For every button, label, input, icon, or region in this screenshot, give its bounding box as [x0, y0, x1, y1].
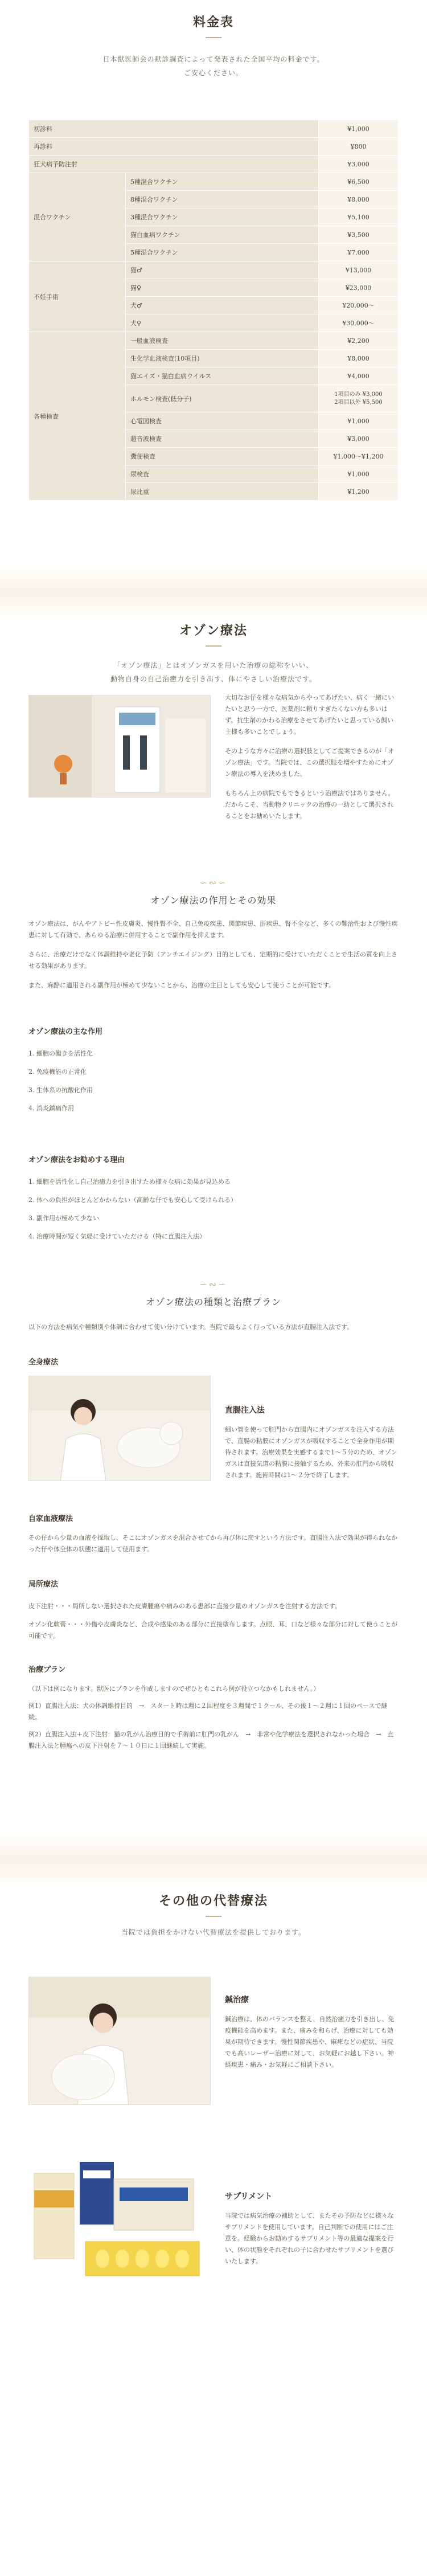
local-line: 皮下注射・・・局所しない選択された皮膚腫瘍や痛みのある患部に直接少量のオゾンガスを注射する方法です。 — [28, 1602, 342, 1610]
table-cell-category: 不妊手術 — [29, 261, 126, 332]
table-cell-item: 猫エイズ・猫白血病ウイルス — [126, 367, 319, 385]
table-cell-price: ¥7,000 — [319, 244, 399, 261]
list-item: 1. 細胞を活性化し自己治癒力を引き出すため様々な病に効果が見込める — [28, 1178, 231, 1185]
price-table — [28, 120, 399, 501]
table-cell-category: 混合ワクチン — [29, 173, 126, 261]
reasons-list — [28, 1176, 399, 1242]
table-cell-price: ¥1,000 — [319, 412, 399, 430]
supplement-text: 当院では病気治療の補助として、またその予防などに様々なサプリメントを使用しています。自己判断での使用にはご注意を。経験からお勧めするサプリメント等の最適な提案を行い、体の状態をそれぞれの子に合わせたサプリメントを選びいたします。 — [225, 2212, 394, 2265]
rectal-treatment-photo — [28, 1376, 211, 1481]
ozone-machine-icon — [29, 696, 211, 798]
ozone-lead — [0, 659, 427, 686]
table-cell-price: ¥3,500 — [319, 226, 399, 244]
blood-text: その仔から少量の血液を採取し、そこにオゾンガスを混合させてから再び体に戻すという方法です。直腸注入法で効果が得られなかった仔や体全体の状態に適用して使用ます。 — [28, 1534, 398, 1553]
list-item: 4. 消炎鎮痛作用 — [28, 1105, 74, 1112]
table-cell-price: ¥23,000 — [319, 279, 399, 297]
ozone-intro-paragraph: 大切なお仔を様々な病気からやってあげたい、病く一緒にいたいと思う一方で、医薬剤に頼りすぎたくない方も多いはず。抗生剤のかわる治療をさせてあげたいと思っている飼い主様も多いことでしょう。 — [225, 694, 394, 735]
alt-section — [0, 1880, 427, 2576]
plans-lead: 以下の方法を病気や種類別や体調に合わせて使い分けています。当院で最もよく行っている方法が直腸注入法です。 — [28, 1323, 354, 1331]
table-cell-item: 尿比重 — [126, 483, 319, 501]
table-row — [29, 261, 399, 279]
table-cell-price: ¥20,000〜 — [319, 297, 399, 314]
alt-lead: 当院では負担をかけない代替療法を提供しております。 — [121, 1928, 306, 1936]
table-cell-item: 一般血液検査 — [126, 332, 319, 350]
plan-example: 例1）直腸注入法：犬の体調維持目的 → スタート時は週に２回程度を３週間で１クール、その後１〜２週に１回のペースで継続。 — [28, 1702, 388, 1721]
list-item: 1. 細胞の働きを活性化 — [28, 1050, 93, 1057]
effects-title: オゾン療法の作用とその効果 — [150, 895, 277, 906]
local-line: オゾン化軟膏・・・外傷や皮膚炎など、合成や感染のある部分に直接塗布します。点眼、耳、口など様々な部分に対して使うことが可能です。 — [28, 1621, 398, 1639]
table-cell-price: ¥3,000 — [319, 156, 399, 173]
table-cell-price: 1項目のみ ¥3,000 2項目以外 ¥5,500 — [319, 385, 399, 412]
plans-title: オゾン療法の種類と治療プラン — [145, 1297, 281, 1307]
local-text — [28, 1601, 399, 1642]
ornament-divider: ∽∾∽ — [199, 1279, 228, 1290]
price-section — [0, 0, 427, 496]
table-cell-price: ¥1,200 — [319, 483, 399, 501]
price-lead-line-1: 日本獣医師会の献診調査によって発表された全国平均の料金です。 — [102, 55, 325, 63]
supplement-photo — [28, 2156, 211, 2287]
list-item: 3. 生体系の抗酸化作用 — [28, 1086, 93, 1094]
table-cell-price: ¥30,000〜 — [319, 314, 399, 332]
acupuncture-text: 鍼治療は、体のバランスを整え、自然治癒力を引き出し、免疫機能を高めます。また、痛みを和らげ、治療に対しても効果が期待できます。慢性関節疾患や、麻痺などの症状、当院でも高いレーザー治療に対して、お気軽にお越し下さい。神経疾患・痛み・お気軽にご相談下さい。 — [225, 2015, 395, 2068]
table-row — [29, 156, 399, 173]
table-cell-price: ¥2,200 — [319, 332, 399, 350]
table-row — [29, 138, 399, 156]
acupuncture-photo — [28, 1977, 211, 2105]
plan-example: 例2）直腸注入法＋皮下注射：猫の乳がん治療目的で手術前に肛門の乳がん → 非常や化学療法を選択されなかった場合 → 直腸注入法と腫瘍への皮下注射を７〜１０日に１回継続して実施。 — [28, 1731, 394, 1749]
blood-title: 自家血液療法 — [28, 1515, 73, 1523]
table-cell-category: 各種検査 — [29, 332, 126, 501]
table-cell-category: 狂犬病予防注射 — [29, 156, 319, 173]
table-cell-price: ¥8,000 — [319, 191, 399, 208]
list-item: 2. 免疫機能の正常化 — [28, 1068, 87, 1076]
systemic-title: 全身療法 — [28, 1358, 59, 1367]
table-cell-price: ¥1,000 — [319, 465, 399, 483]
reasons-title: オゾン療法をお勧めする理由 — [28, 1156, 125, 1164]
table-cell-item: 尿検査 — [126, 465, 319, 483]
ozone-lead-line-1: 「オゾン療法」とはオゾンガスを用いた治療の総称をいい、 — [113, 661, 314, 669]
ozone-intro — [225, 692, 399, 822]
plan-note: （以下は例になります。獣医にプランを作成しますのでぜひともこれら例が役立つなかもしれません。） — [28, 1685, 320, 1692]
rectal-text: 細い管を使って肛門から直腸内にオゾンガスを注入する方法で、直腸の粘膜にオゾンガスが吸収することで全身作用が期待されます。治療効果を実感するまで1〜５分のため、オゾンガスは直接気道の粘膜に接触するため、外来の肛門から吸収されます。施術時間は1〜２分で終了します。 — [225, 1426, 397, 1479]
supplement-title: サプリメント — [225, 2192, 273, 2201]
main-effects-list — [28, 1048, 399, 1114]
effects-text — [28, 918, 399, 991]
table-cell-item: 超音波検査 — [126, 430, 319, 448]
table-cell-item: 5種混合ワクチン — [126, 173, 319, 191]
ozone-section — [0, 610, 427, 2034]
local-title: 局所療法 — [28, 1580, 59, 1589]
table-cell-price: ¥1,000〜¥1,200 — [319, 448, 399, 465]
table-cell-item: 心電図検査 — [126, 412, 319, 430]
table-cell-price: ¥6,500 — [319, 173, 399, 191]
list-item: 3. 副作用が極めて少ない — [28, 1215, 99, 1222]
acupuncture-icon — [29, 1977, 211, 2105]
effects-paragraph: さらに、治療だけでなく体調維持や老化予防（アンチエイジング）目的としても、定期的に受けていただくことで生活の質を向上させる効果があります。 — [28, 951, 397, 970]
table-cell-category: 再診料 — [29, 138, 319, 156]
table-cell-item: 生化学血液検査(10項目) — [126, 350, 319, 367]
list-item: 4. 治療時間が短く気軽に受けていただける（特に直腸注入法） — [28, 1233, 206, 1240]
ozone-lead-line-2: 動物自身の自己治癒力を引き出す、体にやさしい治療法です。 — [110, 675, 317, 683]
table-cell-item: 3種混合ワクチン — [126, 208, 319, 226]
treatment-room-photo — [28, 695, 211, 798]
table-cell-price: ¥4,000 — [319, 367, 399, 385]
rectal-title: 直腸注入法 — [225, 1406, 265, 1415]
list-item: 2. 体への負担がほとんどかからない（高齢な仔でも安心して受けられる） — [28, 1196, 237, 1204]
ozone-intro-paragraph: そのような方々に治療の選択肢としてご提案できるのが「オゾン療法」です。当院では、この選択肢を増やすためにオゾン療法の導入を決めました。 — [225, 747, 394, 778]
table-row — [29, 173, 399, 191]
ornament-divider: ∽∾∽ — [199, 877, 228, 888]
table-cell-item: 8種混合ワクチン — [126, 191, 319, 208]
effects-paragraph: オゾン療法は、がんやアトピー性皮膚炎、慢性腎不全、自己免疫疾患、関節疾患、肝疾患、腎不全など、多くの難治性および慢性疾患に対して有効で、あらゆる治療に併用することで副作用を抑えます。 — [28, 920, 398, 939]
table-cell-item: 5種混合ワクチン — [126, 244, 319, 261]
vet-with-dog-icon — [29, 1376, 211, 1481]
table-cell-price: ¥5,100 — [319, 208, 399, 226]
price-lead — [0, 52, 427, 80]
table-cell-item: 糞便検査 — [126, 448, 319, 465]
price-lead-line-2: ご安心ください。 — [183, 69, 243, 77]
plan-title: 治療プラン — [28, 1666, 66, 1674]
ozone-intro-paragraph: もちろん上の病院でもできるという治療法ではありません。だからこそ、当動物クリニックの治療の一助として選択されることをお勧めいたします。 — [225, 790, 395, 820]
table-cell-price: ¥8,000 — [319, 350, 399, 367]
table-cell-item: 犬♂ — [126, 297, 319, 314]
table-cell-price: ¥800 — [319, 138, 399, 156]
table-cell-item: 猫白血病ワクチン — [126, 226, 319, 244]
table-row — [29, 332, 399, 350]
table-row — [29, 120, 399, 138]
effects-paragraph: また、麻酔に適用される副作用が極めて少ないことから、治療の主目としても安心して使うことが可能です。 — [28, 982, 335, 989]
main-effects-title: オゾン療法の主な作用 — [28, 1028, 103, 1036]
table-cell-price: ¥13,000 — [319, 261, 399, 279]
table-cell-item: 犬♀ — [126, 314, 319, 332]
supplement-products-icon — [28, 2156, 211, 2287]
plan-text — [28, 1683, 399, 1752]
acupuncture-title: 鍼治療 — [225, 1996, 249, 2005]
table-cell-category: 初診料 — [29, 120, 319, 138]
price-title: 料金表 — [0, 13, 427, 38]
table-cell-item: 猫♂ — [126, 261, 319, 279]
table-cell-price: ¥1,000 — [319, 120, 399, 138]
table-cell-item: 猫♀ — [126, 279, 319, 297]
table-cell-price: ¥3,000 — [319, 430, 399, 448]
ozone-title: オゾン療法 — [0, 621, 427, 647]
alt-title: その他の代替療法 — [0, 1891, 427, 1917]
table-cell-item: ホルモン検査(低分子) — [126, 385, 319, 412]
